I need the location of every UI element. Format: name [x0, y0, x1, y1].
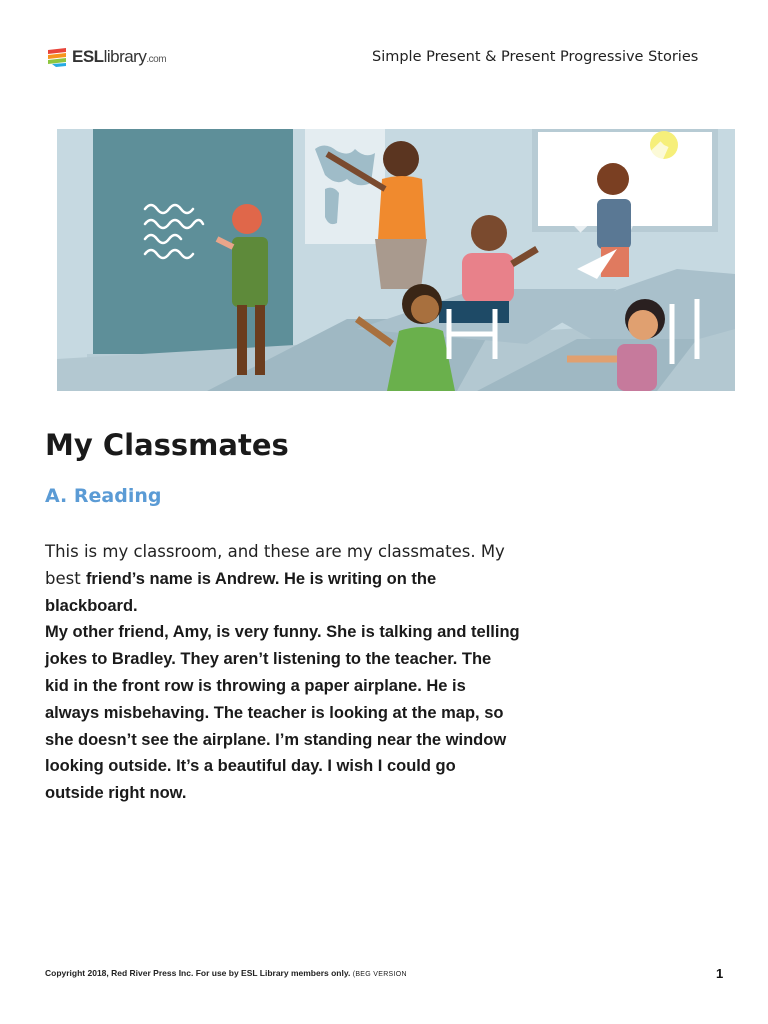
reading-line: always misbehaving. The teacher is looking at the map, so: [45, 703, 504, 722]
header-title: Simple Present & Present Progressive Stories: [372, 49, 699, 65]
esl-library-logo: [46, 44, 166, 70]
section-heading: A. Reading: [45, 485, 162, 507]
reading-line: best friend’s name is Andrew. He is writing on the: [45, 568, 437, 588]
footer-copyright: [45, 968, 505, 978]
logo-text: [72, 47, 166, 67]
reading-line: kid in the front row is throwing a paper airplane. He is: [45, 676, 466, 695]
reading-line: outside right now.: [45, 784, 187, 803]
reading-line: she doesn’t see the airplane. I’m standing near the window: [45, 730, 507, 749]
reading-passage: [45, 539, 585, 807]
page-number: 1: [716, 966, 724, 981]
logo-library: library: [103, 47, 147, 66]
logo-stripes-icon: [46, 46, 68, 68]
reading-line: This is my classroom, and these are my classmates. My: [45, 542, 505, 561]
logo-com: .com: [146, 54, 167, 65]
lesson-title: My Classmates: [45, 428, 289, 462]
version-label: (BEG VERSION: [352, 971, 407, 978]
classroom-illustration: [57, 129, 735, 391]
reading-line: jokes to Bradley. They aren’t listening to the teacher. The: [45, 650, 492, 669]
reading-line: looking outside. It’s a beautiful day. I wish I could go: [45, 757, 456, 776]
reading-line: blackboard.: [45, 596, 138, 615]
reading-line: My other friend, Amy, is very funny. She is talking and telling: [45, 623, 520, 642]
copyright-text: Copyright 2018, Red River Press Inc. For use by ESL Library members only.: [45, 968, 351, 978]
logo-esl: ESL: [72, 47, 104, 66]
